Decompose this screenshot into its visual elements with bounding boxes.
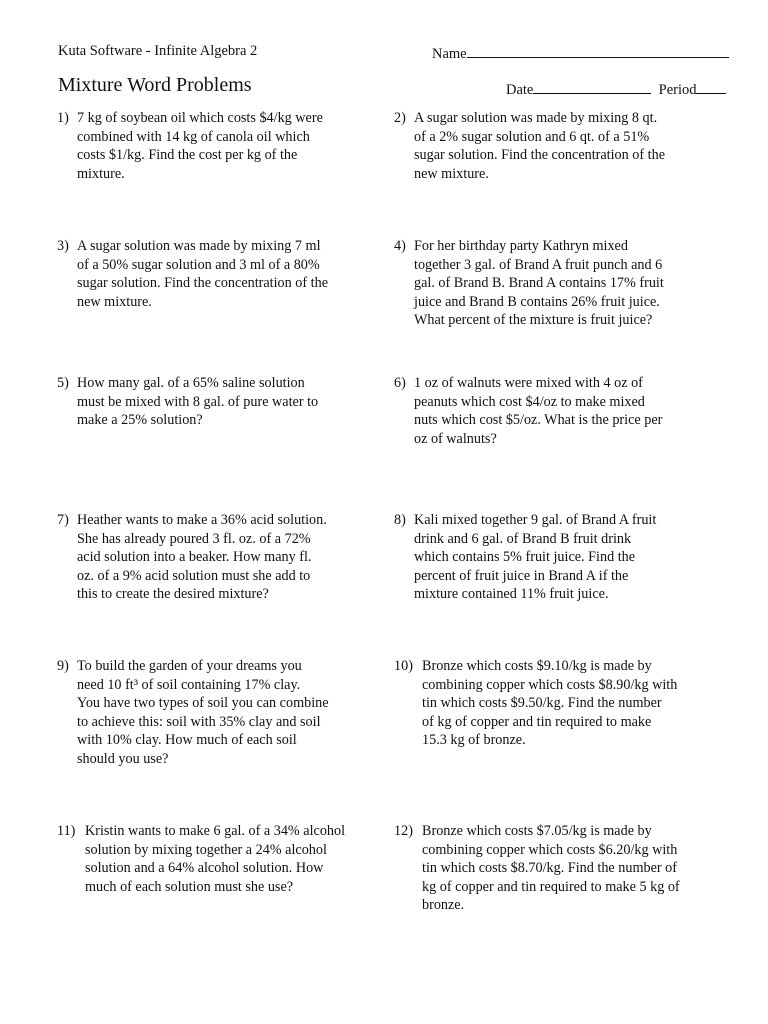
period-blank [696,79,726,94]
problem-number: 1) [57,110,69,126]
problem-number: 6) [394,375,406,391]
name-field [432,43,729,63]
problem-11 [57,822,345,896]
problem-number: 4) [394,238,406,254]
problem-number: 10) [394,658,413,674]
name-blank [467,43,729,58]
problem-6 [394,374,662,448]
date-blank [533,79,651,94]
software-label: Kuta Software - Infinite Algebra 2 [58,43,258,59]
problem-number: 12) [394,823,413,839]
problem-text: Kristin wants to make 6 gal. of a 34% alcohol solution by mixing together a 24% alcohol solution and a 64% alcohol solution. How much of each solution must she use? [85,823,346,895]
date-label: Date [506,82,534,98]
problem-number: 7) [57,512,69,528]
problem-text: Heather wants to make a 36% acid solution. She has already poured 3 fl. oz. of a 72% acid solution into a beaker. How many fl. oz. of a 9% acid solution must she add to this to create the desired mixture? [77,512,327,603]
problem-9 [57,657,329,769]
problem-text: For her birthday party Kathryn mixed together 3 gal. of Brand A fruit punch and 6 gal. of Brand B. Brand A contains 17% fruit juice and Brand B contains 26% fruit juice. What percent of the mixture is fruit juice? [414,238,664,329]
problem-text: Bronze which costs $7.05/kg is made by combining copper which costs $6.20/kg with tin which costs $8.70/kg. Find the number of kg of copper and tin required to make 5 kg of bronze. [422,823,680,914]
problem-number: 8) [394,512,406,528]
problem-10 [394,657,677,750]
problem-number: 2) [394,110,406,126]
problem-8 [394,511,656,604]
problem-12 [394,822,680,915]
problem-text: Kali mixed together 9 gal. of Brand A fruit drink and 6 gal. of Brand B fruit drink which contains 5% fruit juice. Find the percent of fruit juice in Brand A if the mixture contained 11% fruit juice. [414,512,657,603]
problem-text: 1 oz of walnuts were mixed with 4 oz of peanuts which cost $4/oz to make mixed nuts which cost $5/oz. What is the price per oz of walnuts? [414,375,663,447]
problem-text: A sugar solution was made by mixing 7 ml of a 50% sugar solution and 3 ml of a 80% sugar solution. Find the concentration of the new mixture. [77,238,328,310]
problem-number: 5) [57,375,69,391]
problem-text: How many gal. of a 65% saline solution must be mixed with 8 gal. of pure water to make a 25% solution? [77,375,319,429]
problem-text: A sugar solution was made by mixing 8 qt. of a 2% sugar solution and 6 qt. of a 51% sugar solution. Find the concentration of the new mixture. [414,110,665,182]
problem-text: To build the garden of your dreams you need 10 ft³ of soil containing 17% clay. You have two types of soil you can combine to achieve this: soil with 35% clay and soil with 10% clay. How much of each soil should you use? [77,658,329,767]
problem-5 [57,374,318,430]
problem-number: 11) [57,823,76,839]
problem-7 [57,511,327,604]
page-title: Mixture Word Problems [58,74,252,96]
problem-text: Bronze which costs $9.10/kg is made by combining copper which costs $8.90/kg with tin which costs $9.50/kg. Find the number of kg of copper and tin required to make 15.3 kg of bronze. [422,658,678,749]
date-period-field [506,79,726,99]
problem-4 [394,237,664,330]
period-label: Period [658,82,697,98]
name-label: Name [432,46,467,62]
problem-3 [57,237,328,311]
problem-number: 9) [57,658,69,674]
problem-number: 3) [57,238,69,254]
problem-1 [57,109,323,183]
problem-2 [394,109,665,183]
problem-text: 7 kg of soybean oil which costs $4/kg were combined with 14 kg of canola oil which costs $1/kg. Find the cost per kg of the mixture. [77,110,323,182]
